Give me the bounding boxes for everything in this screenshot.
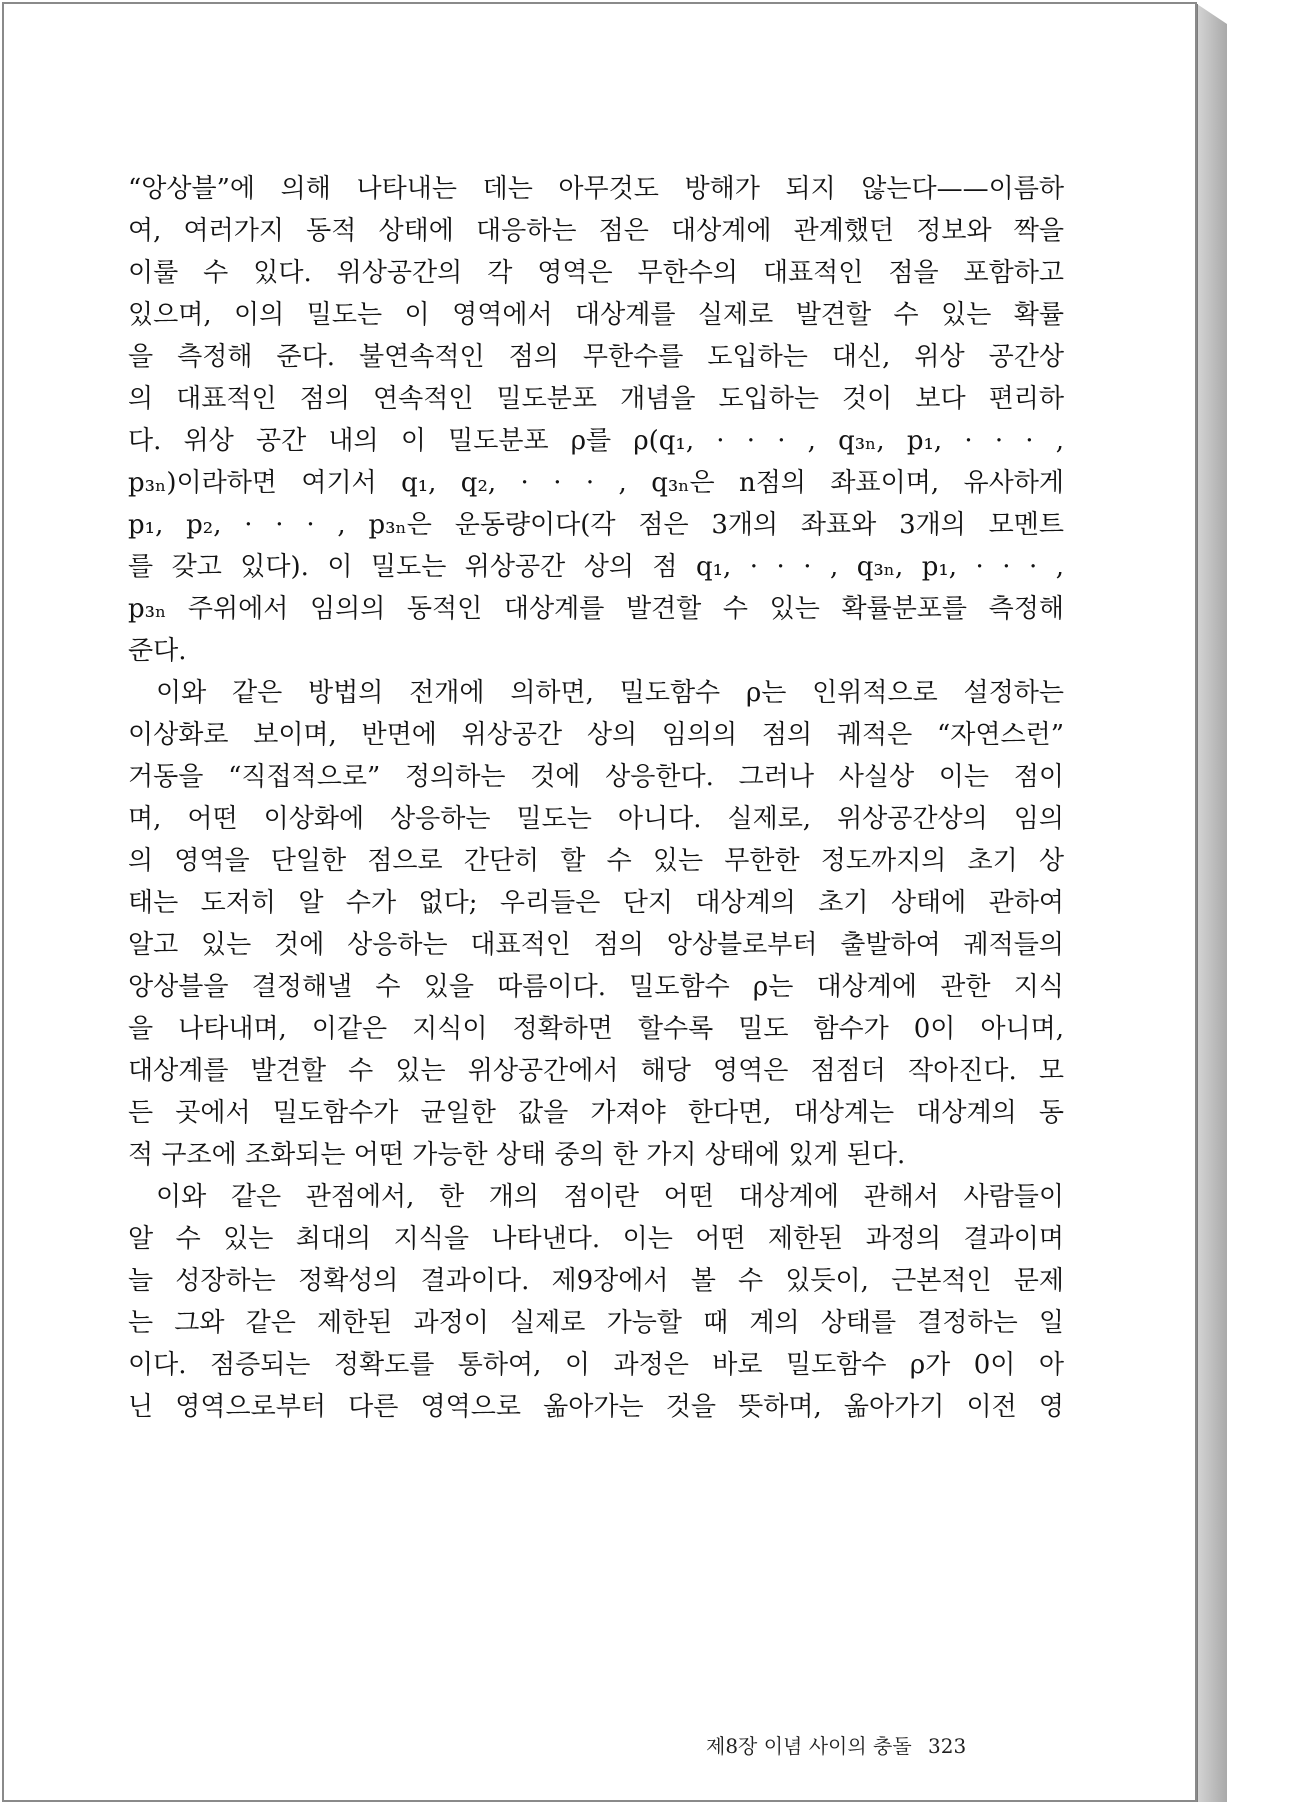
- text-line: 이와 같은 방법의 전개에 의하면, 밀도함수 ρ는 인위적으로 설정하는: [156, 678, 1064, 708]
- text-line: 며, 어떤 이상화에 상응하는 밀도는 아니다. 실제로, 위상공간상의 임의: [128, 804, 1064, 834]
- text-line: 태는 도저히 알 수가 없다; 우리들은 단지 대상계의 초기 상태에 관하여: [128, 888, 1064, 918]
- text-line: 이상화로 보이며, 반면에 위상공간 상의 임의의 점의 궤적은 “자연스런”: [128, 720, 1064, 750]
- paragraph-2: [128, 672, 1064, 1176]
- text-line: 는 그와 같은 제한된 과정이 실제로 가능할 때 계의 상태를 결정하는 일: [128, 1308, 1064, 1338]
- text-line: p₃ₙ 주위에서 임의의 동적인 대상계를 발견할 수 있는 확률분포를 측정해: [128, 594, 1064, 624]
- text-line: 을 측정해 준다. 불연속적인 점의 무한수를 도입하는 대신, 위상 공간상: [128, 342, 1064, 372]
- text-line: 닌 영역으로부터 다른 영역으로 옮아가는 것을 뜻하며, 옮아가기 이전 영: [128, 1392, 1064, 1422]
- text-line: 을 나타내며, 이같은 지식이 정확하면 할수록 밀도 함수가 0이 아니며,: [128, 1014, 1064, 1044]
- text-line: 든 곳에서 밀도함수가 균일한 값을 가져야 한다면, 대상계는 대상계의 동: [128, 1098, 1064, 1128]
- text-line: 여, 여러가지 동적 상태에 대응하는 점은 대상계에 관계했던 정보와 짝을: [128, 216, 1064, 246]
- page-number: 323: [928, 1734, 967, 1758]
- text-line: 의 대표적인 점의 연속적인 밀도분포 개념을 도입하는 것이 보다 편리하: [128, 384, 1064, 414]
- body-text: [128, 168, 1064, 1428]
- text-line: 앙상블을 결정해낼 수 있을 따름이다. 밀도함수 ρ는 대상계에 관한 지식: [128, 972, 1064, 1002]
- text-line: 알 수 있는 최대의 지식을 나타낸다. 이는 어떤 제한된 과정의 결과이며: [128, 1224, 1064, 1254]
- text-line: 적 구조에 조화되는 어떤 가능한 상태 중의 한 가지 상태에 있게 된다.: [128, 1140, 906, 1170]
- text-line: 이와 같은 관점에서, 한 개의 점이란 어떤 대상계에 관해서 사람들이: [156, 1182, 1064, 1212]
- text-line: 있으며, 이의 밀도는 이 영역에서 대상계를 실제로 발견할 수 있는 확률: [128, 300, 1064, 330]
- text-line: 알고 있는 것에 상응하는 대표적인 점의 앙상블로부터 출발하여 궤적들의: [128, 930, 1064, 960]
- text-line: 거동을 “직접적으로” 정의하는 것에 상응한다. 그러나 사실상 이는 점이: [128, 762, 1064, 792]
- footer-chapter-title: 제8장 이념 사이의 충돌: [706, 1734, 912, 1758]
- text-line: “앙상블”에 의해 나타내는 데는 아무것도 방해가 되지 않는다——이름하: [128, 174, 1064, 204]
- text-line: p₃ₙ)이라하면 여기서 q₁, q₂, · · · , q₃ₙ은 n점의 좌표이며, 유사하게: [128, 468, 1064, 498]
- paragraph-3: [128, 1176, 1064, 1428]
- text-line: 대상계를 발견할 수 있는 위상공간에서 해당 영역은 점점더 작아진다. 모: [128, 1056, 1064, 1086]
- page-edge-shadow: [1197, 4, 1227, 1802]
- text-line: 이룰 수 있다. 위상공간의 각 영역은 무한수의 대표적인 점을 포함하고: [128, 258, 1064, 288]
- text-line: p₁, p₂, · · · , p₃ₙ은 운동량이다(각 점은 3개의 좌표와 3개의 모멘트: [128, 510, 1064, 540]
- text-line: 준다.: [128, 636, 187, 666]
- text-line: 를 갖고 있다). 이 밀도는 위상공간 상의 점 q₁, · · · , q₃ₙ, p₁, · · · ,: [128, 552, 1064, 582]
- text-line: 늘 성장하는 정확성의 결과이다. 제9장에서 볼 수 있듯이, 근본적인 문제: [128, 1266, 1064, 1296]
- text-line: 이다. 점증되는 정확도를 통하여, 이 과정은 바로 밀도함수 ρ가 0이 아: [128, 1350, 1064, 1380]
- paragraph-1: [128, 168, 1064, 672]
- text-line: 의 영역을 단일한 점으로 간단히 할 수 있는 무한한 정도까지의 초기 상: [128, 846, 1064, 876]
- text-line: 다. 위상 공간 내의 이 밀도분포 ρ를 ρ(q₁, · · · , q₃ₙ, p₁, · · · ,: [128, 426, 1064, 456]
- running-footer: [706, 1730, 1036, 1764]
